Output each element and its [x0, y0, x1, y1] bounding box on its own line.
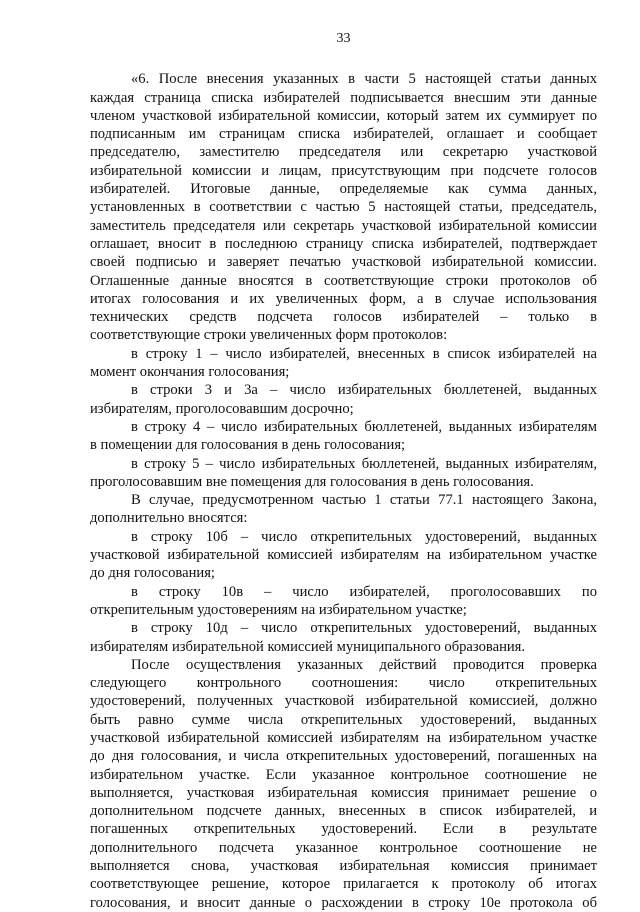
text-line: заместитель председателя или секретарь участковой избирательной комиссии	[90, 217, 597, 234]
text-line: выполняется снова, участковая избирательная комиссия принимает	[90, 858, 597, 875]
text-line: в помещении для голосования в день голосования;	[90, 437, 406, 454]
text-line: Оглашенные данные вносятся в соответствующие строки протоколов об	[90, 272, 597, 289]
text-line: открепительным удостоверениям на избирательном участке;	[90, 601, 467, 618]
text-line: момент окончания голосования;	[90, 364, 290, 381]
text-line: своей подписью и заверяет печатью участковой избирательной комиссии.	[90, 254, 597, 271]
page-number: 33	[336, 31, 351, 46]
text-line: избирательной комиссии и лицам, присутствующим при подсчете голосов	[90, 162, 597, 179]
text-line: оглашает, вносит в последнюю страницу списка избирателей, подтверждает	[90, 235, 597, 252]
text-line: дополнительно вносятся:	[90, 510, 248, 527]
text-line: членом участковой избирательной комиссии, который затем их суммирует по	[90, 107, 597, 124]
text-line: подписанным им страницам списка избирателей, оглашает и сообщает	[90, 126, 597, 143]
text-line: избирательном участке. Если указанное контрольное соотношение не	[90, 766, 597, 783]
text-line: итогах голосования и их увеличенных форм, а в случае использования	[90, 290, 597, 307]
text-line: быть равно сумме числа открепительных удостоверений, выданных	[90, 711, 597, 728]
text-line: избирателям избирательной комиссией муниципального образования.	[90, 638, 526, 655]
text-line: в строку 1 – число избирателей, внесенных в список избирателей на	[131, 345, 597, 362]
text-line: до дня голосования;	[90, 565, 215, 582]
document-body	[90, 70, 597, 912]
text-line: выполняется, участковая избирательная комиссия принимает решение о	[90, 784, 597, 801]
text-line: в строку 4 – число избирательных бюллетеней, выданных избирателям	[131, 418, 597, 435]
text-line: до дня голосования, и числа открепительных удостоверений, погашенных на	[90, 748, 597, 765]
text-line: дополнительном подсчете данных, внесенных в список избирателей, и	[90, 803, 597, 820]
text-line: дополнительного подсчета указанное контрольное соотношение не	[90, 839, 597, 856]
text-line: удостоверений, полученных участковой избирательной комиссией, должно	[90, 693, 597, 710]
text-line: избирателям, проголосовавшим досрочно;	[90, 400, 354, 417]
document-page	[90, 30, 597, 912]
text-line: избирателей. Итоговые данные, определяемые как сумма данных,	[90, 181, 597, 198]
text-line: технических средств подсчета голосов избирателей – только в	[90, 309, 597, 326]
text-line: следующего контрольного соотношения: число открепительных	[90, 675, 597, 692]
text-line: «6. После внесения указанных в части 5 настоящей статьи данных	[131, 71, 597, 88]
text-line: установленных в соответствии с частью 5 настоящей статьи, председатель,	[90, 199, 597, 216]
text-line: голосования, и вносит данные о расхождении в строку 10е протокола об	[90, 894, 597, 911]
text-line: участковой избирательной комиссией избирателям на избирательном участке	[90, 547, 597, 564]
text-line: После осуществления указанных действий проводится проверка	[131, 656, 597, 673]
text-line: участковой избирательной комиссией избирателям на избирательном участке	[90, 729, 597, 746]
text-line: соответствующее решение, которое прилагается к протоколу об итогах	[90, 876, 597, 893]
text-line: в строку 10в – число избирателей, проголосовавших по	[131, 583, 597, 600]
text-line: соответствующие строки увеличенных форм протоколов:	[90, 327, 448, 344]
text-line: каждая страница списка избирателей подписывается внесшим эти данные	[90, 89, 597, 106]
text-line: председателю, заместителю председателя или секретарю участковой	[90, 144, 597, 161]
text-line: в строку 10б – число открепительных удостоверений, выданных	[131, 528, 597, 545]
text-line: В случае, предусмотренном частью 1 статьи 77.1 настоящего Закона,	[131, 492, 597, 509]
text-line: погашенных открепительных удостоверений. Если в результате	[90, 821, 597, 838]
text-line: в строку 5 – число избирательных бюллетеней, выданных избирателям,	[131, 455, 597, 472]
text-line: проголосовавшим вне помещения для голосования в день голосования.	[90, 473, 534, 490]
text-line: в строки 3 и 3а – число избирательных бюллетеней, выданных	[131, 382, 597, 399]
text-line: в строку 10д – число открепительных удостоверений, выданных	[131, 620, 597, 637]
